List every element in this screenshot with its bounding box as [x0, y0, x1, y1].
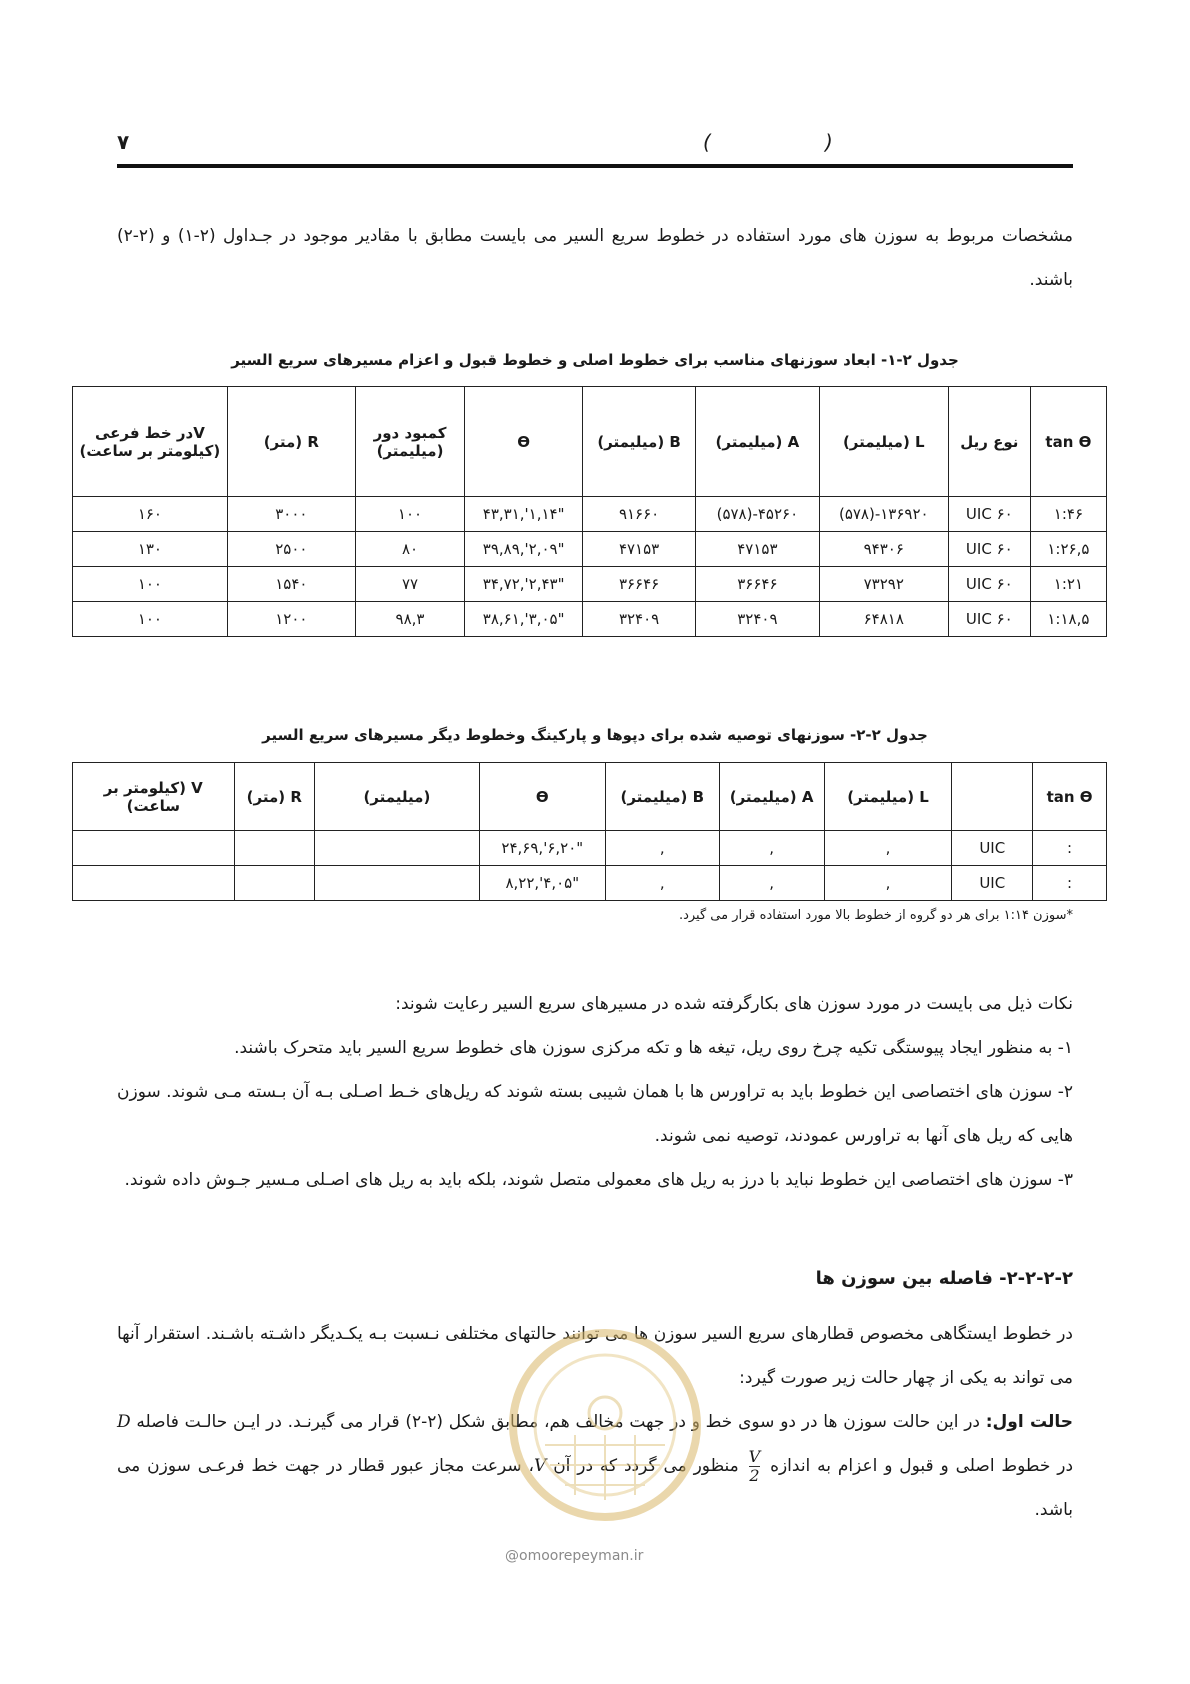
- table1-cell: ۳۶۶۴۶: [583, 567, 696, 602]
- fraction-numerator: V: [748, 1446, 761, 1466]
- table2-cell: "۴,۰۵',۸,۲۲: [479, 866, 605, 901]
- table1-cell: UIC ۶۰: [948, 497, 1030, 532]
- table2-header-cell: [952, 763, 1033, 831]
- fraction-v-over-2: [749, 1448, 761, 1485]
- table2-cell: [315, 831, 480, 866]
- table1-cell: "۲,۰۹',۳۹,۸۹: [465, 532, 583, 567]
- table1-cell: ۱:۲۶,۵: [1030, 532, 1106, 567]
- table1-header-cell: R (متر): [227, 387, 355, 497]
- table2-row: [73, 866, 1107, 901]
- table1-header-cell: A (میلیمتر): [696, 387, 820, 497]
- table1-row: [73, 602, 1107, 637]
- table1-cell: "۲,۴۳',۳۴,۷۲: [465, 567, 583, 602]
- case1-mid2: منظور می گردد که در آن: [553, 1456, 746, 1476]
- table1: [72, 386, 1107, 637]
- table2-header-row: [73, 763, 1107, 831]
- table1-cell: ۱۰۰: [73, 602, 228, 637]
- table2: [72, 762, 1107, 901]
- table1-cell: ۷۷: [355, 567, 464, 602]
- table1-cell: ۳۰۰۰: [227, 497, 355, 532]
- table1-cell: UIC ۶۰: [948, 602, 1030, 637]
- table1-row: [73, 567, 1107, 602]
- case1-text: در این حالت سوزن ها در دو سوی خط و در جهت مخالف هم، مطابق شکل (۲-۲) قرار می گیرنـد. در ایـن حالـت فاصله: [136, 1412, 986, 1432]
- notes-item-2: ۲- سوزن های اختصاصی این خطوط باید به تراورس ها با همان شیبی بسته شوند که ریل‌های خـط اصـلی بـه آن بـسته مـی شوند. سوزن هایی که ریل های آنها به تراورس عمودند، توصیه نمی شوند.: [117, 1082, 1073, 1146]
- case1-end: ، سرعت مجاز عبور قطار در جهت خط فرعـی سوزن می باشد.: [117, 1456, 1073, 1520]
- notes-item-1: ۱- به منظور ایجاد پیوستگی تکیه چرخ روی ریل، تیغه ها و تکه مرکزی سوزن های خطوط سریع السیر باید متحرک باشند.: [234, 1038, 1073, 1058]
- table2-cell: :: [1033, 831, 1107, 866]
- table1-cell: ۱۰۰: [73, 567, 228, 602]
- table2-row: [73, 831, 1107, 866]
- table1-cell: ۱:۲۱: [1030, 567, 1106, 602]
- table1-cell: ۷۳۲۹۲: [819, 567, 948, 602]
- table1-cell: ۳۲۴۰۹: [696, 602, 820, 637]
- case1-label: حالت اول:: [985, 1412, 1073, 1432]
- table1-header-cell: نوع ریل: [948, 387, 1030, 497]
- fraction-denominator: 2: [749, 1465, 760, 1485]
- table1-cell: ۹۸,۳: [355, 602, 464, 637]
- table1-cell: ۲۵۰۰: [227, 532, 355, 567]
- table2-cell: ,: [719, 866, 824, 901]
- table2-header-cell: A (میلیمتر): [719, 763, 824, 831]
- table2-cell: ,: [605, 831, 719, 866]
- table2-header-cell: L (میلیمتر): [824, 763, 952, 831]
- table2-cell: UIC: [952, 866, 1033, 901]
- watermark-url: @omoorepeyman.ir: [505, 1548, 644, 1564]
- table2-cell: [73, 831, 235, 866]
- table2-cell: [234, 831, 314, 866]
- table1-cell: ۱۳۰: [73, 532, 228, 567]
- table1-caption: جدول ۲-۱- ابعاد سوزنهای مناسب برای خطوط اصلی و خطوط قبول و اعزام مسیرهای سریع السیر: [231, 351, 959, 369]
- page-header: [117, 130, 1073, 168]
- table1-header-cell: B (میلیمتر): [583, 387, 696, 497]
- notes-item-3: ۳- سوزن های اختصاصی این خطوط نباید با درز به ریل های معمولی متصل شوند، بلکه باید به ریل های اصـلی مـسیر جـوش داده شوند.: [124, 1170, 1073, 1190]
- table1-header-cell: کمبود دور (میلیمتر): [355, 387, 464, 497]
- table2-header-cell: R (متر): [234, 763, 314, 831]
- table1-cell: ۱:۴۶: [1030, 497, 1106, 532]
- table1-cell: ۱۶۰: [73, 497, 228, 532]
- page-number: ۷: [117, 130, 130, 154]
- section-paragraph-1: در خطوط ایستگاهی مخصوص قطارهای سریع السیر سوزن ها می توانند حالتهای مختلفی نـسبت بـه یکـدیگر داشـته باشـند. استقرار آنها می تواند به یکی از چهار حالت زیر صورت گیرد:: [117, 1324, 1073, 1388]
- table2-header-cell: B (میلیمتر): [605, 763, 719, 831]
- table1-cell: ۱۰۰: [355, 497, 464, 532]
- table1-cell: ۱:۱۸,۵: [1030, 602, 1106, 637]
- table2-cell: UIC: [952, 831, 1033, 866]
- table1-header-row: [73, 387, 1107, 497]
- table2-cell: ,: [824, 866, 952, 901]
- table2-cell: ,: [824, 831, 952, 866]
- table1-cell: UIC ۶۰: [948, 532, 1030, 567]
- table2-cell: [73, 866, 235, 901]
- table1-header-cell: Vدر خط فرعی (کیلومتر بر ساعت): [73, 387, 228, 497]
- table1-cell: UIC ۶۰: [948, 567, 1030, 602]
- table1-header-cell: tan Ɵ: [1030, 387, 1106, 497]
- table1-cell: ۶۴۸۱۸: [819, 602, 948, 637]
- watermark-logo-icon: [505, 1325, 705, 1525]
- table1-cell: ۴۷۱۵۳: [696, 532, 820, 567]
- variable-d: D: [117, 1412, 131, 1432]
- table1-cell: ۱۲۰۰: [227, 602, 355, 637]
- table2-cell: [234, 866, 314, 901]
- table2-caption: جدول ۲-۲- سوزنهای توصیه شده برای دپوها و پارکینگ وخطوط دیگر مسیرهای سریع السیر: [262, 726, 928, 744]
- table1-cell: ۳۶۶۴۶: [696, 567, 820, 602]
- table2-header-cell: (میلیمتر): [315, 763, 480, 831]
- table1-cell: "۱,۱۴',۴۳,۳۱: [465, 497, 583, 532]
- table2-cell: [315, 866, 480, 901]
- case1-mid: در خطوط اصلی و قبول و اعزام به اندازه: [770, 1456, 1074, 1476]
- table1-cell: ۹۱۶۶۰: [583, 497, 696, 532]
- table1-cell: ۳۲۴۰۹: [583, 602, 696, 637]
- table1-cell: ۸۰: [355, 532, 464, 567]
- table2-cell: ,: [605, 866, 719, 901]
- table1-cell: ۱۵۴۰: [227, 567, 355, 602]
- variable-v: V: [534, 1456, 547, 1476]
- table2-header-cell: V (کیلومتر بر ساعت): [73, 763, 235, 831]
- table1-cell: ۴۵۲۶۰-(۵۷۸): [696, 497, 820, 532]
- table1-cell: ۱۳۶۹۲۰-(۵۷۸): [819, 497, 948, 532]
- table1-header-cell: Ɵ: [465, 387, 583, 497]
- table1-row: [73, 497, 1107, 532]
- table2-cell: :: [1033, 866, 1107, 901]
- table1-header-cell: L (میلیمتر): [819, 387, 948, 497]
- table1-cell: ۴۷۱۵۳: [583, 532, 696, 567]
- table2-cell: ,: [719, 831, 824, 866]
- table2-note: *سوزن ۱:۱۴ برای هر دو گروه از خطوط بالا مورد استفاده قرار می گیرد.: [678, 908, 1073, 923]
- section-heading: ۲-۲-۲-۲- فاصله بین سوزن ها: [815, 1268, 1073, 1289]
- table2-header-cell: Ɵ: [479, 763, 605, 831]
- notes-intro: نکات ذیل می بایست در مورد سوزن های بکارگرفته شده در مسیرهای سریع السیر رعایت شوند:: [395, 994, 1073, 1014]
- table2-header-cell: tan Ɵ: [1033, 763, 1107, 831]
- header-paren-close: ): [825, 130, 833, 154]
- table1-row: [73, 532, 1107, 567]
- table1-cell: "۳,۰۵',۳۸,۶۱: [465, 602, 583, 637]
- header-paren-open: (: [703, 130, 711, 154]
- table2-cell: "۶,۲۰',۲۴,۶۹: [479, 831, 605, 866]
- intro-paragraph: مشخصات مربوط به سوزن های مورد استفاده در خطوط سریع السیر می بایست مطابق با مقادیر موجود در جـداول (۲-۱) و (۲-۲) باشند.: [117, 226, 1073, 290]
- table1-cell: ۹۴۳۰۶: [819, 532, 948, 567]
